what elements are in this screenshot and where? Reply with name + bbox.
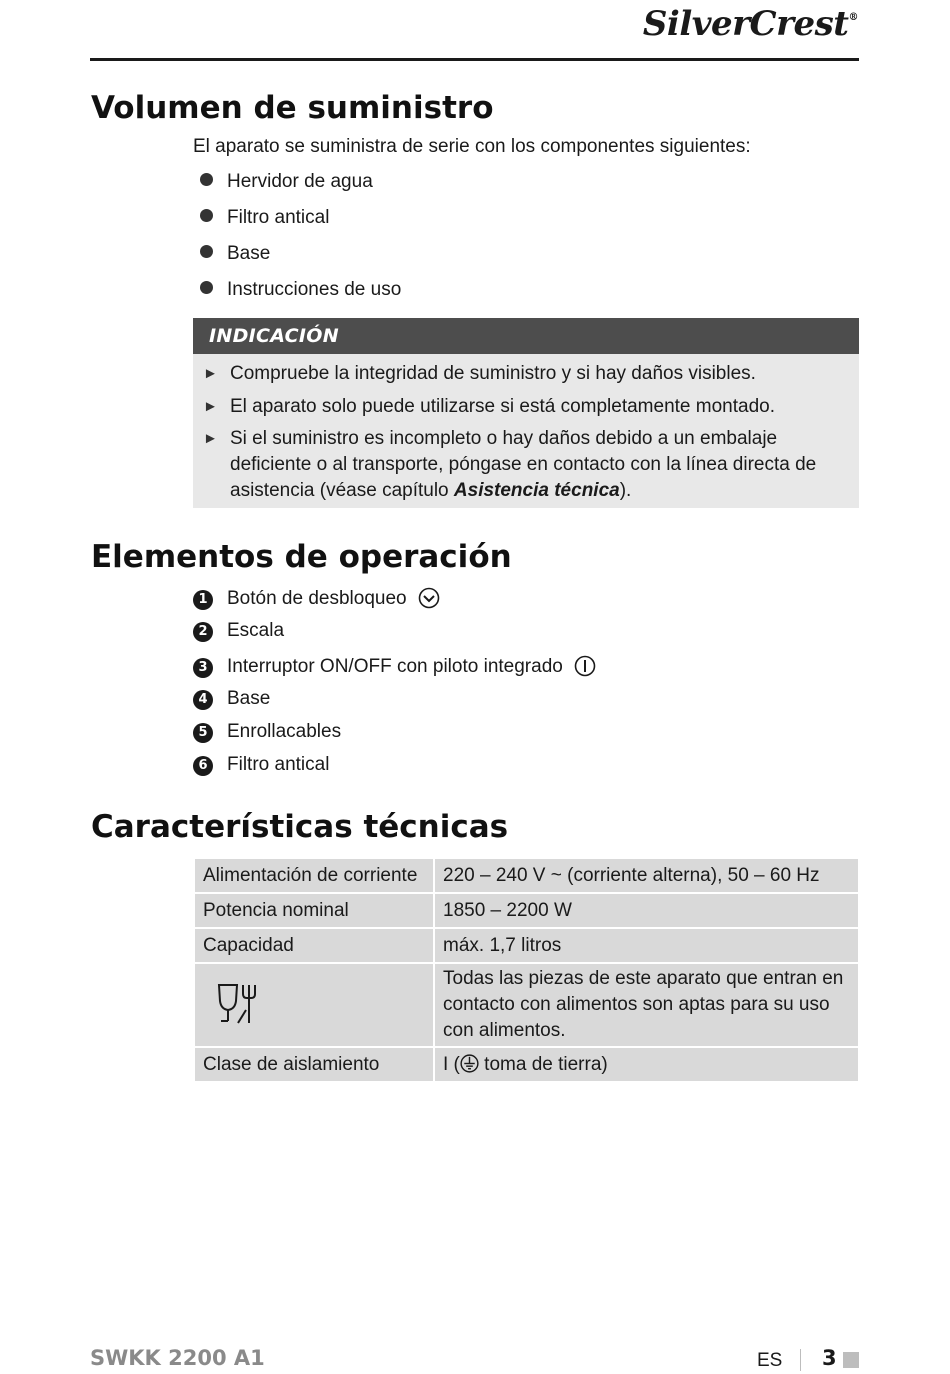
bullet-icon <box>200 245 213 258</box>
list-item: 6 Filtro antical <box>193 754 329 776</box>
list-item: 1 Botón de desbloqueo <box>193 587 440 610</box>
supply-title: Volumen de suministro <box>91 90 494 126</box>
table-row <box>195 929 858 962</box>
bullet-icon <box>200 173 213 186</box>
spec-value: 220 – 240 V ~ (corriente alterna), 50 – 60 Hz <box>435 859 858 892</box>
unlock-chevron-icon <box>418 587 440 609</box>
page-marker-square <box>843 1352 859 1368</box>
arrow-icon: ► <box>203 398 218 415</box>
spec-value: máx. 1,7 litros <box>435 929 858 962</box>
note-item: ► Si el suministro es incompleto o hay daños debido a un embalaje deficiente o al transporte, póngase en contacto con la línea directa de asistencia (véase capítulo Asistencia técnica). <box>203 428 817 501</box>
arrow-icon: ► <box>203 430 218 447</box>
spec-value: I ( toma de tierra) <box>435 1048 858 1081</box>
list-item: 2 Escala <box>193 620 284 642</box>
note-box <box>193 354 859 508</box>
spec-value: Todas las piezas de este aparato que entran en contacto con alimentos son aptas para su uso con alimentos. <box>435 964 858 1046</box>
earth-ground-icon <box>460 1054 479 1073</box>
list-item: 4 Base <box>193 688 270 710</box>
list-item: Hervidor de agua <box>200 171 373 193</box>
spec-label: Potencia nominal <box>195 894 433 927</box>
supply-intro: El aparato se suministra de serie con los componentes siguientes: <box>193 136 751 157</box>
note-item: ► Compruebe la integridad de suministro y si hay daños visibles. <box>203 361 853 387</box>
table-row <box>195 859 858 892</box>
spec-label: Capacidad <box>195 929 433 962</box>
spec-table <box>193 857 860 1083</box>
list-item: Instrucciones de uso <box>200 279 401 301</box>
food-safe-icon <box>213 979 263 1029</box>
power-icon <box>574 655 596 677</box>
table-row <box>195 964 858 1046</box>
support-chapter-ref: Asistencia técnica <box>453 480 620 501</box>
bullet-icon <box>200 281 213 294</box>
list-item: 3 Interruptor ON/OFF con piloto integrado <box>193 655 596 678</box>
specs-title: Características técnicas <box>91 809 509 845</box>
list-item: 5 Enrollacables <box>193 721 341 743</box>
note-item: ► El aparato solo puede utilizarse si está completamente montado. <box>203 394 853 420</box>
table-row <box>195 1048 858 1081</box>
bullet-icon <box>200 209 213 222</box>
spec-value: 1850 – 2200 W <box>435 894 858 927</box>
list-item: Filtro antical <box>200 207 329 229</box>
spec-label: Clase de aislamiento <box>195 1048 433 1081</box>
spec-icon-cell <box>195 964 433 1046</box>
footer-divider <box>800 1349 801 1371</box>
table-row <box>195 894 858 927</box>
footer-language: ES <box>757 1350 783 1371</box>
header-rule <box>90 58 859 61</box>
list-item: Base <box>200 243 270 265</box>
page-number: 3 <box>822 1346 837 1370</box>
note-heading: INDICACIÓN <box>193 318 859 354</box>
controls-title: Elementos de operación <box>91 539 512 575</box>
brand-logo: SilverCrest® <box>642 4 858 44</box>
spec-label: Alimentación de corriente <box>195 859 433 892</box>
footer-model: SWKK 2200 A1 <box>90 1346 265 1370</box>
arrow-icon: ► <box>203 365 218 382</box>
